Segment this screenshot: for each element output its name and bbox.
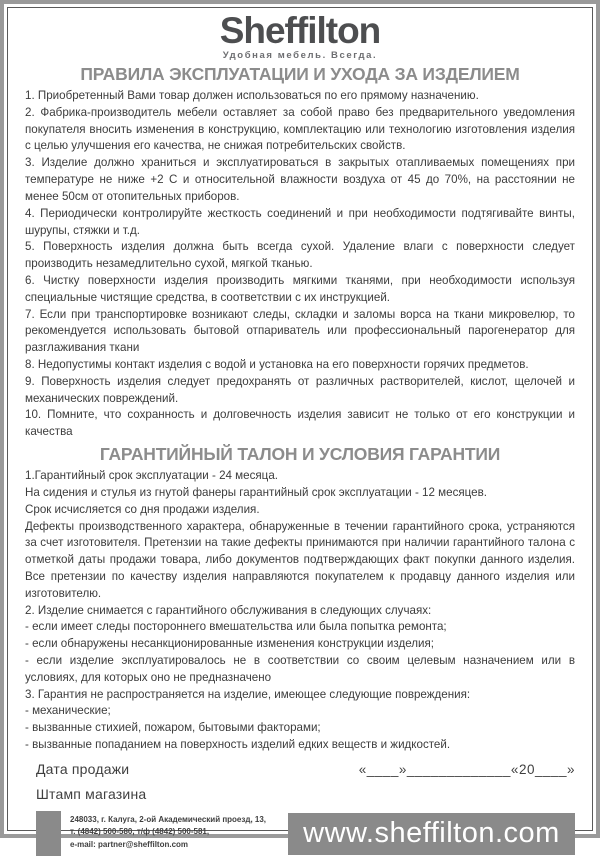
brand-mark-square (36, 811, 61, 856)
warranty-paragraph: - механические; (25, 704, 111, 718)
brand-header (25, 12, 575, 61)
warranty-paragraph: 3. Гарантия не распространяется на изделие, имеющее следующие повреждения: (25, 687, 471, 701)
warranty-paragraph: - если имеет следы постороннего вмешательства или была попытка ремонта; (25, 620, 447, 634)
rule-item: 10. Помните, что сохранность и долговечность изделия зависит не только от его конструкции и качества (25, 408, 575, 439)
rules-list (25, 88, 575, 441)
sale-date-blank-field: «____»_____________«20____» (358, 761, 575, 777)
rule-item: 1. Приобретенный Вами товар должен использоваться по его прямому назначению. (25, 89, 479, 102)
sale-date-label: Дата продажи (36, 760, 130, 777)
warranty-paragraph: 2. Изделие снимается с гарантийного обслуживания в следующих случаях: (25, 603, 432, 617)
warranty-paragraph: - вызванные стихией, пожаром, бытовыми факторами; (25, 721, 321, 735)
warranty-paragraph: Срок исчисляется со дня продажи изделия. (25, 502, 260, 516)
warranty-paragraph: Дефекты производственного характера, обнаруженные в течении гарантийного срока, устраняются за счет изготовителя. Претензии на такие дефекты принимаются при наличии гарантийного талона с отметкой даты продажи товара, либо документов подтверждающих факт покупки данного изделия. Все претензии по качеству изделия направляются покупателем к продавцу данного изделия или изготовителю. (25, 519, 575, 600)
warranty-terms (25, 468, 575, 754)
rule-item: 7. Если при транспортировке возникают следы, складки и заломы ворса на ткани микровелюр, то рекомендуется использовать бытовой отпариватель или профессиональный парогенератор для разглаживания ткани (25, 307, 575, 355)
rules-section-title: ПРАВИЛА ЭКСПЛУАТАЦИИ И УХОДА ЗА ИЗДЕЛИЕМ (80, 64, 520, 84)
rule-item: 2. Фабрика-производитель мебели оставляет за собой право без предварительного уведомления покупателя вносить изменения в конструкцию, комплектацию или технологию изготовления изделия с целью улучшения его качества, не снижая потребительских свойств. (25, 105, 575, 153)
address-line: т. (4842) 500-580, т/ф (4842) 500-581, (70, 827, 210, 837)
warranty-paragraph: - если обнаружены несанкционированные изменения конструкции изделия; (25, 637, 435, 651)
website-url: www.sheffilton.com (303, 817, 560, 850)
address-line: 248033, г. Калуга, 2-ой Академический проезд, 13, (70, 814, 267, 824)
warranty-section-title: ГАРАНТИЙНЫЙ ТАЛОН И УСЛОВИЯ ГАРАНТИИ (99, 444, 501, 465)
address-line: e-mail: partner@sheffilton.com (70, 839, 189, 849)
rule-item: 5. Поверхность изделия должна быть всегда сухой. Удаление влаги с поверхности следует производить незамедлительно сухой, мягкой тканью. (25, 240, 575, 271)
brand-logo: Sheffilton (219, 10, 381, 51)
sale-date-row (25, 761, 575, 777)
rule-item: 6. Чистку поверхности изделия производить мягкими тканями, при необходимости используя специальные чистящие средства, в соответствии с их инструкцией. (25, 273, 575, 304)
footer-contact-row (25, 811, 575, 856)
warranty-paragraph: - если изделие эксплуатировалось не в соответствии со своим целевым назначением или в условиях, для которых оно не предназначено (25, 654, 575, 684)
shop-stamp-row (25, 786, 575, 804)
shop-stamp-label: Штамп магазина (36, 785, 147, 802)
rule-item: 8. Недопустимы контакт изделия с водой и установка на его поверхности горячих предметов. (25, 358, 529, 371)
page-content (4, 4, 596, 850)
warranty-paragraph: - вызванные попаданием на поверхность изделий едких веществ и жидкостей. (25, 738, 451, 752)
website-banner (288, 813, 575, 855)
rule-item: 9. Поверхность изделия следует предохранять от различных растворителей, кислот, щелочей и механических повреждений. (25, 374, 575, 405)
warranty-paragraph: 1.Гарантийный срок эксплуатации - 24 месяца. (25, 469, 278, 483)
rule-item: 4. Периодически контролируйте жесткость соединений и при необходимости подтягивайте винты, шурупы, стяжки и т.д. (25, 206, 575, 237)
warranty-paragraph: На сидения и стулья из гнутой фанеры гарантийный срок эксплуатации - 12 месяцев. (25, 485, 487, 499)
brand-tagline: Удобная мебель. Всегда. (222, 50, 378, 61)
company-address (70, 811, 288, 856)
rule-item: 3. Изделие должно храниться и эксплуатироваться в закрытых отапливаемых помещениях при температуре не ниже +2 С и относительной влажности воздуха от 45 до 70%, на расстоянии не менее 50см от отопительных приборов. (25, 156, 575, 203)
